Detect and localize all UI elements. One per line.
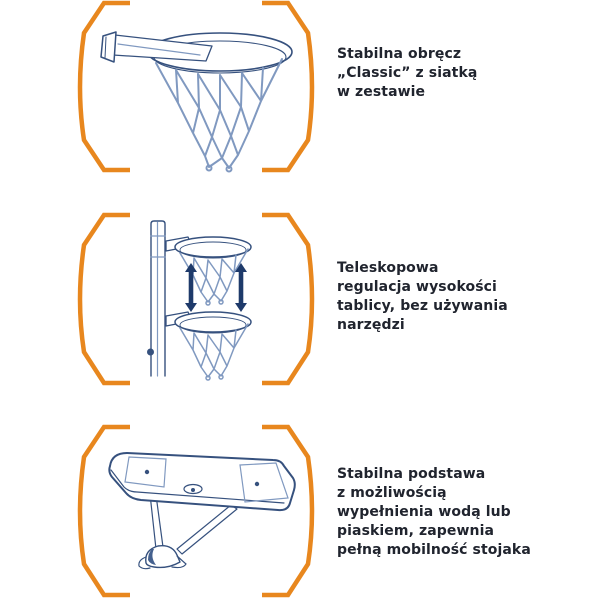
caption-line: piaskiem, zapewnia	[337, 523, 495, 539]
caption-line: w zestawie	[337, 84, 426, 100]
base-leg-right	[177, 505, 237, 554]
caption-line: regulacja wysokości	[337, 279, 497, 295]
rim-drawing	[101, 32, 292, 172]
caption-line: Stabilna podstawa	[337, 466, 486, 482]
orange-bracket-right	[262, 427, 312, 595]
backboard-pole-drawing	[147, 221, 165, 376]
double-arrow-left	[185, 263, 197, 312]
height-adjustment-illustration	[70, 205, 322, 390]
caption-line: narzędzi	[337, 317, 405, 333]
caption-line: Stabilna obręcz	[337, 46, 462, 62]
rim-assembly-lower	[166, 312, 251, 380]
orange-bracket-right	[262, 3, 312, 170]
orange-bracket-left	[80, 215, 130, 383]
caption-line: pełną mobilność stojaka	[337, 542, 531, 558]
caption-line: Teleskopowa	[337, 260, 439, 276]
orange-bracket-left	[80, 3, 130, 170]
base-illustration	[70, 418, 322, 600]
caption-line: tablicy, bez używania	[337, 298, 508, 314]
feature-caption-height	[337, 259, 587, 335]
feature-caption-base	[337, 465, 587, 560]
feature-caption-rim	[337, 45, 587, 102]
net-mesh	[156, 59, 282, 168]
caption-line: wypełnienia wodą lub	[337, 504, 511, 520]
double-arrow-right	[235, 263, 247, 312]
orange-bracket-right	[262, 215, 312, 383]
caption-line: „Classic” z siatką	[337, 65, 478, 81]
adjustment-knob	[147, 349, 154, 356]
orange-bracket-left	[80, 427, 130, 595]
caption-line: z możliwością	[337, 485, 447, 501]
base-drawing	[109, 453, 294, 569]
basketball-rim-illustration	[70, 0, 322, 185]
